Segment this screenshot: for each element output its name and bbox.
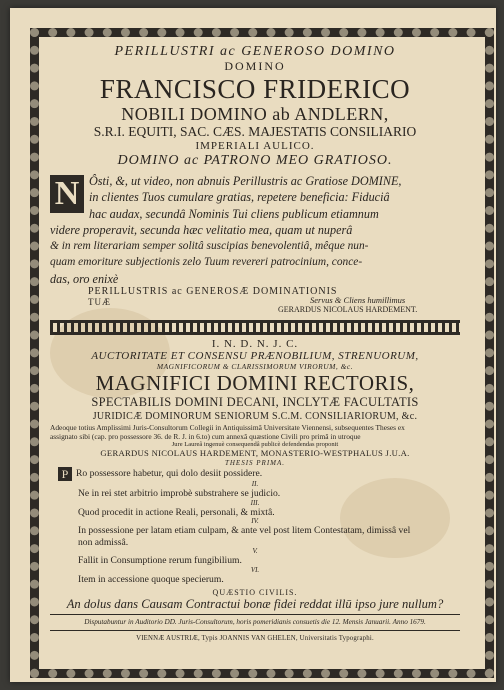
invocation: I. N. D. N. J. C. [211,338,299,351]
auctoritate-line: AUCTORITATE ET CONSENSU PRÆNOBILIUM, STRENUORUM, [91,350,419,363]
ornamental-divider [50,320,460,335]
thesis-number: II. [251,480,259,489]
dedicatee-title: NOBILI DOMINO ab ANDLERN, [121,104,389,124]
dedication-line: & in rem literariam semper solitâ suscipias benevolentiâ, mêque nun- [50,240,369,253]
disputation-notice: Disputabuntur in Auditorio DD. Juris-Consultorum, horis pomeridianis consuetis die 12. Mensis Januarii. Anno 1679. [84,618,426,627]
dedicatee-name: FRANCISCO FRIDERICO [99,74,411,104]
juridicae-line: JURIDICÆ DOMINORUM SENIORUM S.C.M. CONSILIARIORUM, &c. [92,411,418,423]
quaestio-heading: QUÆSTIO CIVILIS. [212,588,298,598]
decani-line: SPECTABILIS DOMINI DECANI, INCLYTÆ FACULTATIS [91,395,419,410]
thesis-text: Fallit in Consumptione rerum fungibilium. [78,555,242,567]
dedication-line: quam emoriture subjectionis zelo Tuum revereri patrocinium, conce- [50,256,363,269]
imprint: VIENNÆ AUSTRIÆ, Typis JOANNIS VAN GHELEN, Universitatis Typographi. [136,635,374,643]
signature-name: GERARDUS NICOLAUS HARDEMENT. [278,305,418,315]
thesis-item [61,467,460,482]
thesis-item [78,481,460,500]
header-line-7: DOMINO ac PATRONO MEO GRATIOSO. [117,153,393,168]
thesis-text: Item in accessione quoque specierum. [78,573,224,585]
thesis-text: Ro possessore habetur, qui dolo desiit possidere. [76,468,263,480]
rector-line: MAGNIFICI DOMINI RECTORIS, [95,371,415,396]
thesis-item [78,537,460,549]
header-line-5: S.R.I. EQUITI, SAC. CÆS. MAJESTATIS CONSILIARIO [93,124,417,139]
dedication-line: das, oro enixè [50,271,119,286]
dedication-line: videre properavit, secunda hæc velitatio mea, quam ut nuperâ [50,222,353,237]
thesis-text: non admissâ. [78,536,129,548]
dedication-line: hac audax, secundâ Nominis Tui cliens publicum etiamnum [89,206,379,221]
thesis-item [78,548,460,567]
thesis-number: IV. [251,517,259,526]
dedication-paragraph [50,173,460,287]
thesis-number: III. [250,498,260,507]
signature-servus: Servus & Cliens humillimus [310,295,406,306]
thesis-number: VI. [250,565,260,574]
thesis-heading: THESIS PRIMA. [224,459,286,468]
magnificorum-line: MAGNIFICORUM & CLARISSIMORUM VIRORUM, &c. [156,362,354,372]
dedication-tuae: TUÆ [88,297,111,308]
thesis-text: In possessione per latam etiam culpam, & ante vel post litem Contestatam, dimissâ vel [78,525,411,537]
thesis-drop-cap: P [58,467,72,481]
header-line-2: DOMINO [224,59,286,73]
quaestio-text: An dolus dans Causam Contractui bonæ fidei reddat illū ipso jure nullum? [66,597,444,612]
header-line-6: IMPERIALI AULICO. [195,140,315,152]
thesis-text: Quod procedit in actione Reali, personali, & mixtâ. [78,506,275,518]
small-print-line: Adeoque totius Amplissimi Juris-Consultorum Collegii in Antiquissimâ Universitate Viennensi, subsequentes Theses ex [50,423,405,433]
thesis-number: V. [252,547,258,556]
small-print-line: Jure Laureâ ingenuè consequendâ publicè defendendas proponit [171,441,339,449]
author-line: GERARDUS NICOLAUS HARDEMENT, MONASTERIO-WESTPHALUS J.U.A. [100,448,410,459]
dedication-closing: PERILLUSTRIS ac GENEROSÆ DOMINATIONIS [88,286,338,298]
drop-cap-N: N [50,175,84,213]
header-line-1: PERILLUSTRI ac GENEROSO DOMINO [114,44,396,59]
rule [50,614,460,615]
dedication-line: in clientes Tuos cumulare gratias, repetere beneficia: Fiduciâ [89,190,390,205]
thesis-item [78,518,460,537]
small-print-line: assignato sibi (cap. pro possessore 36. de R. J. in 6.to) cum annexâ quæstione Civili pro primâ in utroque [50,432,361,442]
broadsheet-page [10,8,496,682]
rule [50,630,460,631]
document-body [50,44,460,643]
thesis-item [78,567,460,586]
thesis-item [78,500,460,519]
thesis-text: Ne in rei stet arbitrio improbè substrahere se judicio. [78,488,281,500]
dedication-line: Ôsti, &, ut video, non abnuis Perillustris ac Gratiose DOMINE, [89,174,402,188]
